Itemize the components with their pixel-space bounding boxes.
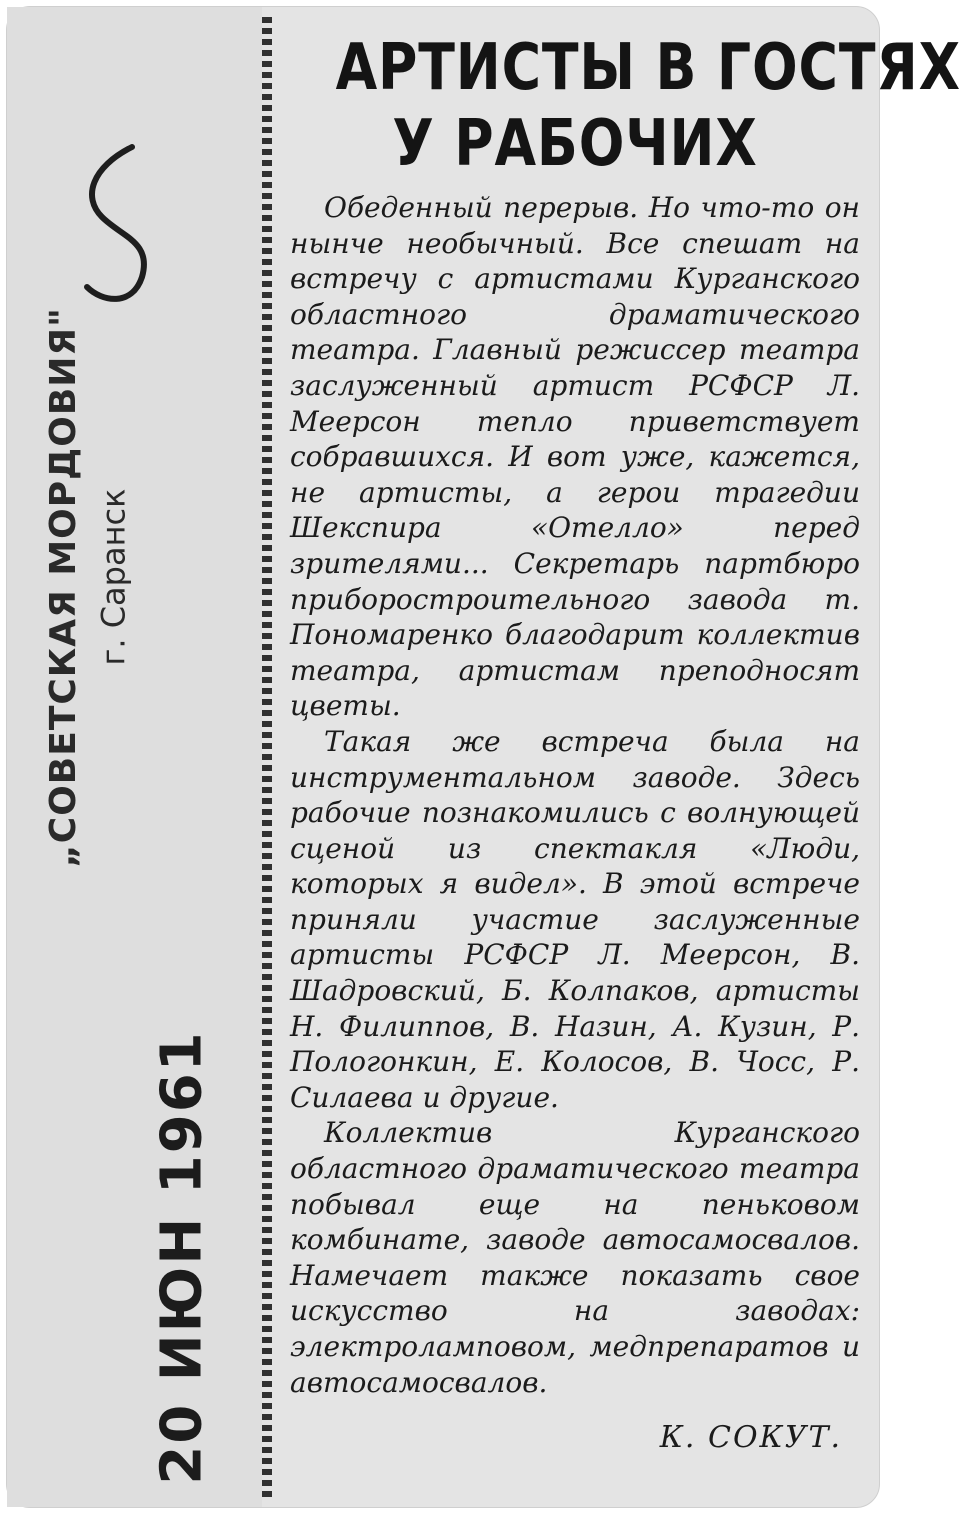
date-text: 20 ИЮН 1961 [149,1029,215,1485]
author-signature: К. СОКУТ. [659,1420,842,1456]
handwritten-number-mark [62,137,172,317]
newspaper-name: „СОВЕТСКАЯ МОРДОВИЯ" [42,306,84,868]
headline-line-2: У РАБОЧИХ [392,107,758,181]
city-name: г. Саранск [94,488,132,666]
perforation-divider [262,17,272,1502]
headline-line-1: АРТИСТЫ В ГОСТЯХ [335,31,961,105]
article-body [290,190,860,1400]
article [290,30,961,1456]
paragraph-2: Такая же встреча была на инструментальном заводе. Здесь рабочие познакомились с волнующей сценой из спектакля «Люди, которых я видел». В этой встрече приняли участие заслуженные артисты РСФСР Л. Меерсон, В. Шадровский, Б. Колпаков, артисты Н. Филиппов, В. Назин, А. Кузин, Р. Пологонкин, Е. Колосов, В. Чосс, Р. Силаева и другие. [290,724,860,1114]
city-stamp [93,427,133,727]
paragraph-1: Обеденный перерыв. Но что-то он нынче необычный. Все спешат на встречу с артистами Курганского областного драматического театра. Главный режиссер театра заслуженный артист РСФСР Л. Меерсон тепло приветствует собравшихся. И вот уже, кажется, не артисты, а герои трагедии Шекспира «Отелло» перед зрителями... Секретарь партбюро приборостроительного завода т. Пономаренко благодарит коллектив театра, артистам преподносят цветы. [290,191,860,723]
newspaper-name-stamp [37,306,89,868]
date-stamp [147,1029,217,1485]
paragraph-3: Коллектив Курганского областного драматического театра побывал еще на пеньковом комбинате, заводе автосамосвалов. Намечает также показать свое искусство на заводах: электроламповом, медпрепаратов и автосамосвалов. [290,1116,860,1399]
